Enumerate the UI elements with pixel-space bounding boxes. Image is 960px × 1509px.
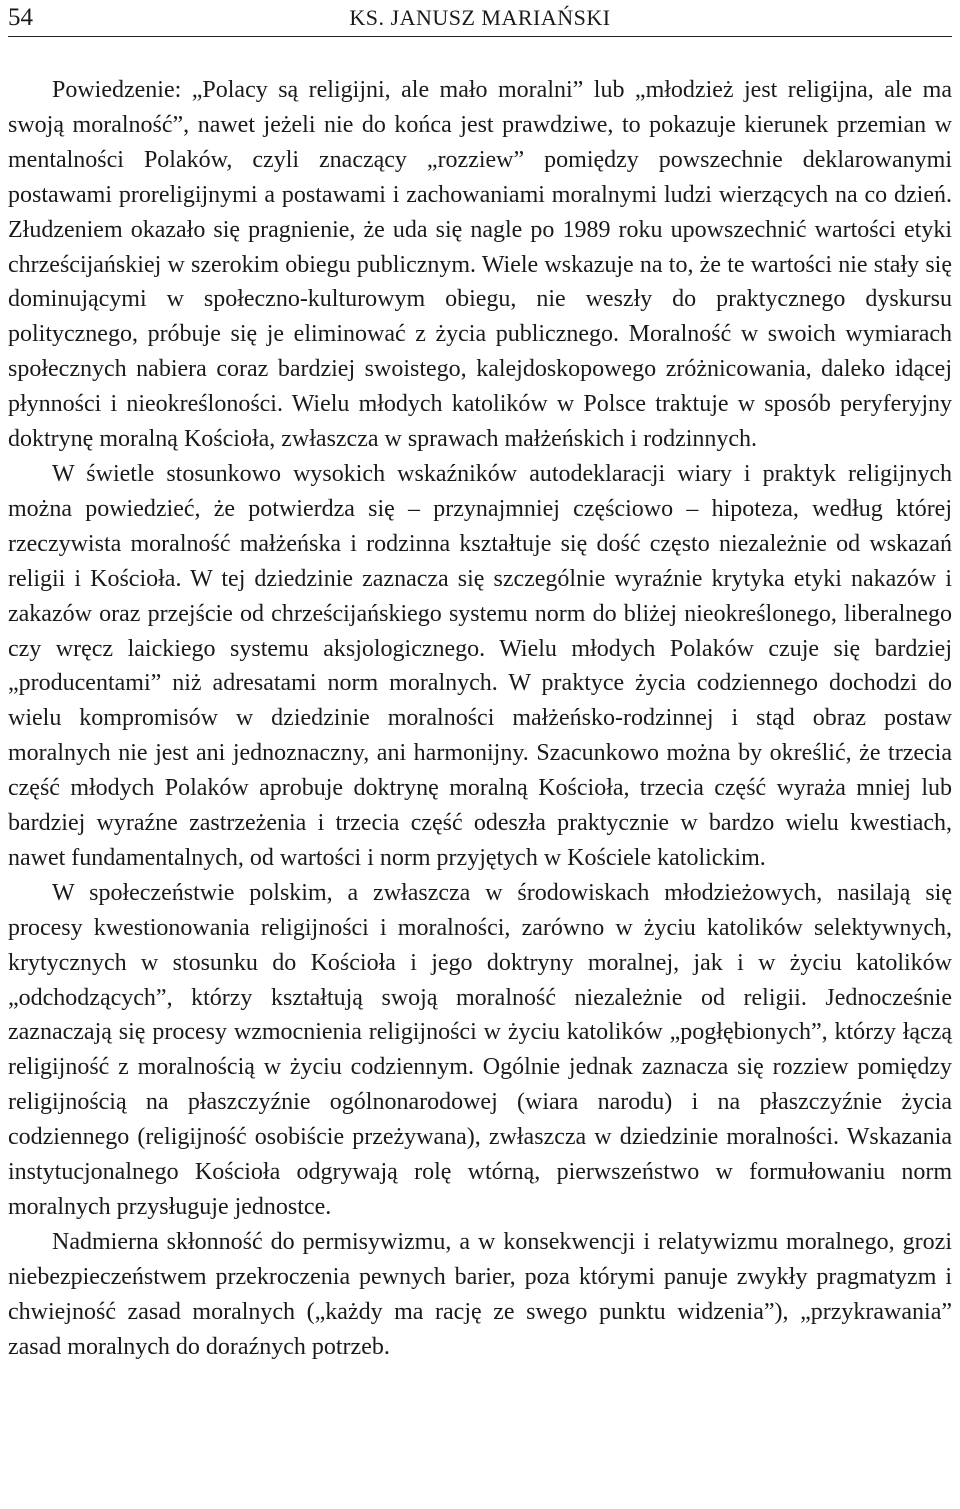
paragraph-3: W społeczeństwie polskim, a zwłaszcza w środowiskach młodzieżowych, nasilają się procesy kwestionowania religijności i moralności, zarówno w życiu katolików selektywnych, krytycznych w stosunku do Kościoła i jego doktryny moralnej, jak i w życiu katolików „odchodzących”, którzy kształtują swoją moralność niezależnie od religii. Jednocześnie zaznaczają się procesy wzmocnienia religijności w życiu katolików „pogłębionych”, którzy łączą religijność z moralnością w życiu codziennym. Ogólnie jednak zaznacza się rozziew pomiędzy religijnością na płaszczyźnie ogólnonarodowej (wiara narodu) i na płaszczyźnie życia codziennego (religijność osobiście przeżywana), zwłaszcza w dziedzinie moralności. Wskazania instytucjonalnego Kościoła odgrywają rolę wtórną, pierwszeństwo w formułowaniu norm moralnych przysługuje jednostce. xyxy=(8,879,952,1220)
running-header-title: KS. JANUSZ MARIAŃSKI xyxy=(349,5,611,30)
paragraph-1: Powiedzenie: „Polacy są religijni, ale mało moralni” lub „młodzież jest religijna, ale ma swoją moralność”, nawet jeżeli nie do końca jest prawdziwe, to pokazuje kierunek przemian w mentalności Polaków, czyli znaczący „rozziew” pomiędzy powszechnie deklarowanymi postawami proreligijnymi a postawami i zachowaniami moralnymi ludzi wierzących na co dzień. Złudzeniem okazało się pragnienie, że uda się nagle po 1989 roku upowszechnić wartości etyki chrześcijańskiej w szerokim obiegu publicznym. Wiele wskazuje na to, że te wartości nie stały się dominującymi w społeczno-kulturowym obiegu, nie weszły do praktycznego dyskursu politycznego, próbuje się je eliminować z życia publicznego. Moralność w swoich wymiarach społecznych nabiera coraz bardziej swoistego, kalejdoskopowego zróżnicowania, daleko idącej płynności i nieokreśloności. Wielu młodych katolików w Polsce traktuje w sposób peryferyjny doktrynę moralną Kościoła, zwłaszcza w sprawach małżeńskich i rodzinnych. xyxy=(8,77,952,453)
paragraph-4: Nadmierna skłonność do permisywizmu, a w konsekwencji i relatywizmu moralnego, grozi niebezpieczeństwem przekroczenia pewnych barier, poza którymi panuje zwykły pragmatyzm i chwiejność zasad moralnych („każdy ma rację ze swego punktu widzenia”), „przykrawania” zasad moralnych do doraźnych potrzeb. xyxy=(8,1228,952,1360)
running-header xyxy=(8,2,952,37)
paragraph-2: W świetle stosunkowo wysokich wskaźników autodeklaracji wiary i praktyk religijnych można powiedzieć, że potwierdza się – przynajmniej częściowo – hipoteza, według której rzeczywista moralność małżeńska i rodzinna kształtuje się dość często niezależnie od wskazań religii i Kościoła. W tej dziedzinie zaznacza się szczególnie wyraźnie krytyka etyki nakazów i zakazów oraz przejście od chrześcijańskiego systemu norm do bliżej nieokreślonego, liberalnego czy wręcz laickiego systemu aksjologicznego. Wielu młodych Polaków czuje się bardziej „producentami” niż adresatami norm moralnych. W praktyce życia codziennego dochodzi do wielu kompromisów w dziedzinie moralności małżeńsko-rodzinnej i stąd obraz postaw moralnych nie jest ani jednoznaczny, ani harmonijny. Szacunkowo można by określić, że trzecia część młodych Polaków aprobuje doktrynę moralną Kościoła, trzecia część wyraża mniej lub bardziej wyraźne zastrzeżenia i trzecia część odeszła praktycznie w bardzo wielu kwestiach, nawet fundamentalnych, od wartości i norm przyjętych w Kościele katolickim. xyxy=(8,460,952,871)
page-number: 54 xyxy=(8,4,33,31)
body-text xyxy=(8,73,952,1365)
